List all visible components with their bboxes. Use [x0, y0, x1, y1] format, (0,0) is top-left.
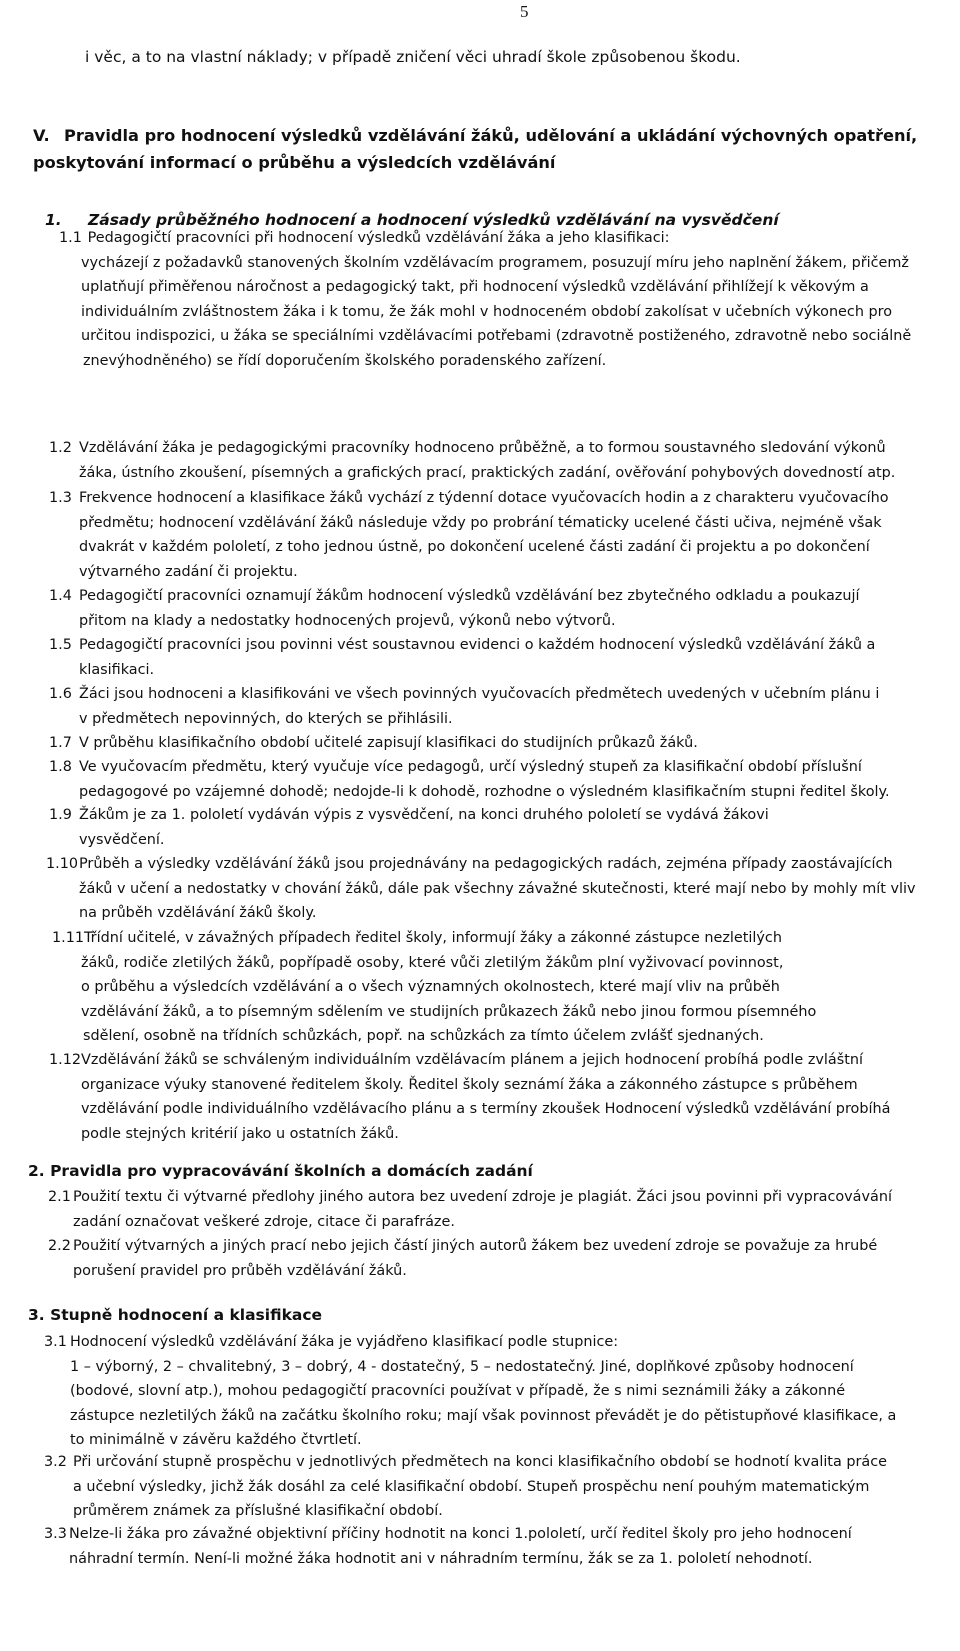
- paragraph-line: uplatňují přiměřenou náročnost a pedagogický takt, při hodnocení výsledků vzdělávání přihlížejí k věkovým a: [81, 279, 869, 295]
- paragraph-2-1: [48, 1185, 948, 1234]
- section-v-heading: [33, 122, 933, 176]
- paragraph-line: a učební výsledky, jichž žák dosáhl za celé klasifikační období. Stupeň prospěchu není pouhým matematickým: [73, 1478, 870, 1495]
- paragraph-1-7: [49, 731, 949, 756]
- paragraph-line: pedagogové po vzájemné dohodě; nedojde-li k dohodě, rozhodne o výsledném klasifikačním stupni ředitel školy.: [79, 783, 890, 800]
- paragraph-line: organizace výuky stanovené ředitelem školy. Ředitel školy seznámí žáka a zákonného zástupce s průběhem: [81, 1076, 858, 1093]
- paragraph-1-3: [49, 486, 949, 584]
- paragraph-number: 1.7: [49, 735, 72, 751]
- section-v-line1: Pravidla pro hodnocení výsledků vzdělávání žáků, udělování a ukládání výchovných opatření,: [64, 126, 918, 145]
- paragraph-first-line: Hodnocení výsledků vzdělávání žáka je vyjádřeno klasifikací podle stupnice:: [70, 1334, 619, 1350]
- paragraph-line: o průběhu a výsledcích vzdělávání a o všech významných okolnostech, které mají vliv na průběh: [81, 979, 780, 995]
- paragraph-number: 3.2: [44, 1454, 67, 1470]
- paragraph-1-11: [52, 926, 952, 1049]
- paragraph-first-line: Žákům je za 1. pololetí vydáván výpis z vysvědčení, na konci druhého pololetí se vydává žákovi: [79, 807, 769, 823]
- paragraph-3-3: [44, 1522, 944, 1571]
- paragraph-line: předmětu; hodnocení vzdělávání žáků následuje vždy po probrání tématicky ucelené části učiva, nejméně však: [79, 514, 882, 531]
- paragraph-line: individuálním zvláštnostem žáka i k tomu, že žák mohl v hodnoceném období zakolísat v učebních výkonech pro: [81, 303, 893, 320]
- paragraph-3-1: [44, 1330, 944, 1453]
- paragraph-first-line: V průběhu klasifikačního období učitelé zapisují klasifikaci do studijních průkazů žáků.: [79, 735, 698, 751]
- paragraph-number: 2.2: [48, 1238, 71, 1254]
- subsection-3-heading: 3. Stupně hodnocení a klasifikace: [28, 1306, 323, 1324]
- paragraph-1-12: [49, 1048, 949, 1146]
- intro-line: i věc, a to na vlastní náklady; v případě zničení věci uhradí škole způsobenou škodu.: [85, 48, 741, 66]
- section-v-number: V.: [33, 126, 50, 145]
- paragraph-number: 1.9: [49, 807, 72, 823]
- paragraph-line: vzdělávání žáků, a to písemným sdělením ve studijních průkazech žáků nebo jinou formou písemného: [81, 1003, 817, 1020]
- paragraph-line: v předmětech nepovinných, do kterých se přihlásili.: [79, 710, 453, 727]
- paragraph-first-line: Průběh a výsledky vzdělávání žáků jsou projednávány na pedagogických radách, zejména případy zaostávajících: [79, 856, 893, 872]
- paragraph-2-2: [48, 1234, 948, 1283]
- paragraph-first-line: Vzdělávání žáků se schváleným individuálním vzdělávacím plánem a jejich hodnocení probíhá podle zvláštní: [81, 1052, 863, 1068]
- paragraph-line: náhradní termín. Není-li možné žáka hodnotit ani v náhradním termínu, žák se za 1. pololetí nehodnotí.: [69, 1550, 813, 1567]
- paragraph-first-line: Třídní učitelé, v závažných případech ředitel školy, informují žáky a zákonné zástupce nezletilých: [84, 930, 782, 946]
- paragraph-line: žáků v učení a nedostatky v chování žáků, dále pak všechny závažné skutečnosti, které mají nebo by mohly mít vliv: [79, 880, 916, 897]
- paragraph-number: 1.5: [49, 637, 72, 653]
- paragraph-number: 1.1: [59, 230, 82, 246]
- paragraph-line: sdělení, osobně na třídních schůzkách, popř. na schůzkách za tímto účelem zvlášť sjednaných.: [83, 1028, 764, 1044]
- paragraph-line: klasifikaci.: [79, 661, 155, 678]
- paragraph-line: průměrem známek za příslušné klasifikační období.: [73, 1503, 443, 1519]
- paragraph-line: žáka, ústního zkoušení, písemných a grafických prací, praktických zadání, ověřování pohybových dovedností atp.: [79, 464, 896, 481]
- subsection-1-number: 1.: [45, 211, 62, 229]
- paragraph-first-line: Vzdělávání žáka je pedagogickými pracovníky hodnoceno průběžně, a to formou soustavného sledování výkonů: [79, 440, 886, 456]
- paragraph-first-line: Pedagogičtí pracovníci jsou povinni vést soustavnou evidenci o každém hodnocení výsledků vzdělávání žáků a: [79, 637, 876, 653]
- paragraph-line: určitou indispozici, u žáka se speciálními vzdělávacími potřebami (zdravotně postiženého, zdravotně nebo sociálně: [81, 328, 912, 344]
- paragraph-first-line: Nelze-li žáka pro závažné objektivní příčiny hodnotit na konci 1.pololetí, určí ředitel školy pro jeho hodnocení: [69, 1526, 852, 1542]
- paragraph-1-8: [49, 755, 949, 804]
- paragraph-first-line: Použití výtvarných a jiných prací nebo jejich částí jiných autorů žákem bez uvedení zdroje se považuje za hrubé: [73, 1238, 878, 1254]
- paragraph-1-10: [46, 852, 946, 926]
- paragraph-line: znevýhodněného) se řídí doporučením školského poradenského zařízení.: [83, 352, 607, 369]
- paragraph-line: dvakrát v každém pololetí, z toho jednou ústně, po dokončení ucelené části zadání či projektu a po dokončení: [79, 539, 870, 555]
- paragraph-line: výtvarného zadání či projektu.: [79, 563, 298, 580]
- paragraph-first-line: Použití textu či výtvarné předlohy jiného autora bez uvedení zdroje je plagiát. Žáci jsou povinni při vypracovávání: [73, 1189, 892, 1205]
- paragraph-3-2: [44, 1450, 944, 1524]
- paragraph-1-5: [49, 633, 949, 682]
- paragraph-first-line: Frekvence hodnocení a klasifikace žáků vychází z týdenní dotace vyučovacích hodin a z charakteru vyučovacího: [79, 490, 889, 506]
- paragraph-line: přitom na klady a nedostatky hodnocených projevů, výkonů nebo výtvorů.: [79, 612, 616, 629]
- paragraph-line: žáků, rodiče zletilých žáků, popřípadě osoby, které vůči zletilým žákům plní vyživovací povinnost,: [81, 954, 784, 971]
- paragraph-number: 1.12: [49, 1052, 82, 1068]
- paragraph-line: porušení pravidel pro průběh vzdělávání žáků.: [73, 1262, 407, 1279]
- paragraph-line: to minimálně v závěru každého čtvrtletí.: [70, 1432, 362, 1448]
- paragraph-first-line: Pedagogičtí pracovníci při hodnocení výsledků vzdělávání žáka a jeho klasifikaci:: [87, 230, 670, 246]
- paragraph-number: 1.4: [49, 588, 72, 604]
- paragraph-1-9: [49, 803, 949, 852]
- section-v-line2: poskytování informací o průběhu a výsledcích vzdělávání: [33, 153, 556, 172]
- paragraph-number: 3.1: [44, 1334, 67, 1350]
- paragraph-first-line: Pedagogičtí pracovníci oznamují žákům hodnocení výsledků vzdělávání bez zbytečného odkladu a poukazují: [79, 588, 860, 604]
- paragraph-line: vycházejí z požadavků stanovených školním vzdělávacím programem, posuzují míru jeho naplnění žákem, přičemž: [81, 254, 909, 271]
- paragraph-line: na průběh vzdělávání žáků školy.: [79, 905, 317, 921]
- paragraph-number: 1.2: [49, 440, 72, 456]
- paragraph-line: vysvědčení.: [79, 831, 165, 848]
- subsection-1-title: Zásady průběžného hodnocení a hodnocení výsledků vzdělávání na vysvědčení: [88, 211, 779, 229]
- paragraph-1-2: [49, 436, 949, 485]
- paragraph-continuation: [81, 251, 960, 374]
- paragraph-1-6: [49, 682, 949, 731]
- paragraph-first-line: Při určování stupně prospěchu v jednotlivých předmětech na konci klasifikačního období se hodnotí kvalita práce: [73, 1454, 887, 1470]
- paragraph-first-line: Žáci jsou hodnoceni a klasifikováni ve všech povinných vyučovacích předmětech uvedených v učebním plánu i: [79, 686, 880, 702]
- paragraph-line: 1 – výborný, 2 – chvalitebný, 3 – dobrý, 4 - dostatečný, 5 – nedostatečný. Jiné, doplňkové způsoby hodnocení: [70, 1358, 854, 1375]
- paragraph-line: vzdělávání podle individuálního vzdělávacího plánu a s termíny zkoušek Hodnocení výsledků vzdělávání probíhá: [81, 1101, 891, 1117]
- paragraph-number: 1.8: [49, 759, 72, 775]
- paragraph-number: 1.11: [52, 930, 85, 946]
- paragraph-1-4: [49, 584, 949, 633]
- paragraph-number: 2.1: [48, 1189, 71, 1205]
- paragraph-number: 1.10: [46, 856, 79, 872]
- paragraph-number: 1.6: [49, 686, 72, 702]
- paragraph-line: zástupce nezletilých žáků na začátku školního roku; mají však povinnost převádět je do pětistupňové klasifikace, a: [70, 1407, 897, 1424]
- paragraph-first-line: Ve vyučovacím předmětu, který vyučuje více pedagogů, určí výsledný stupeň za klasifikační období příslušní: [79, 759, 862, 775]
- paragraph-number: 3.3: [44, 1526, 67, 1542]
- paragraph-1-1: [61, 226, 960, 373]
- paragraph-line: (bodové, slovní atp.), mohou pedagogičtí pracovníci používat v případě, že s nimi seznámili žáky a zákonné: [70, 1383, 846, 1399]
- paragraph-line: zadání označovat veškeré zdroje, citace či parafráze.: [73, 1213, 455, 1230]
- paragraph-number: 1.3: [49, 490, 72, 506]
- paragraph-line: podle stejných kritérií jako u ostatních žáků.: [81, 1125, 399, 1142]
- page-number: 5: [520, 2, 529, 21]
- subsection-2-heading: 2. Pravidla pro vypracovávání školních a domácích zadání: [28, 1162, 533, 1180]
